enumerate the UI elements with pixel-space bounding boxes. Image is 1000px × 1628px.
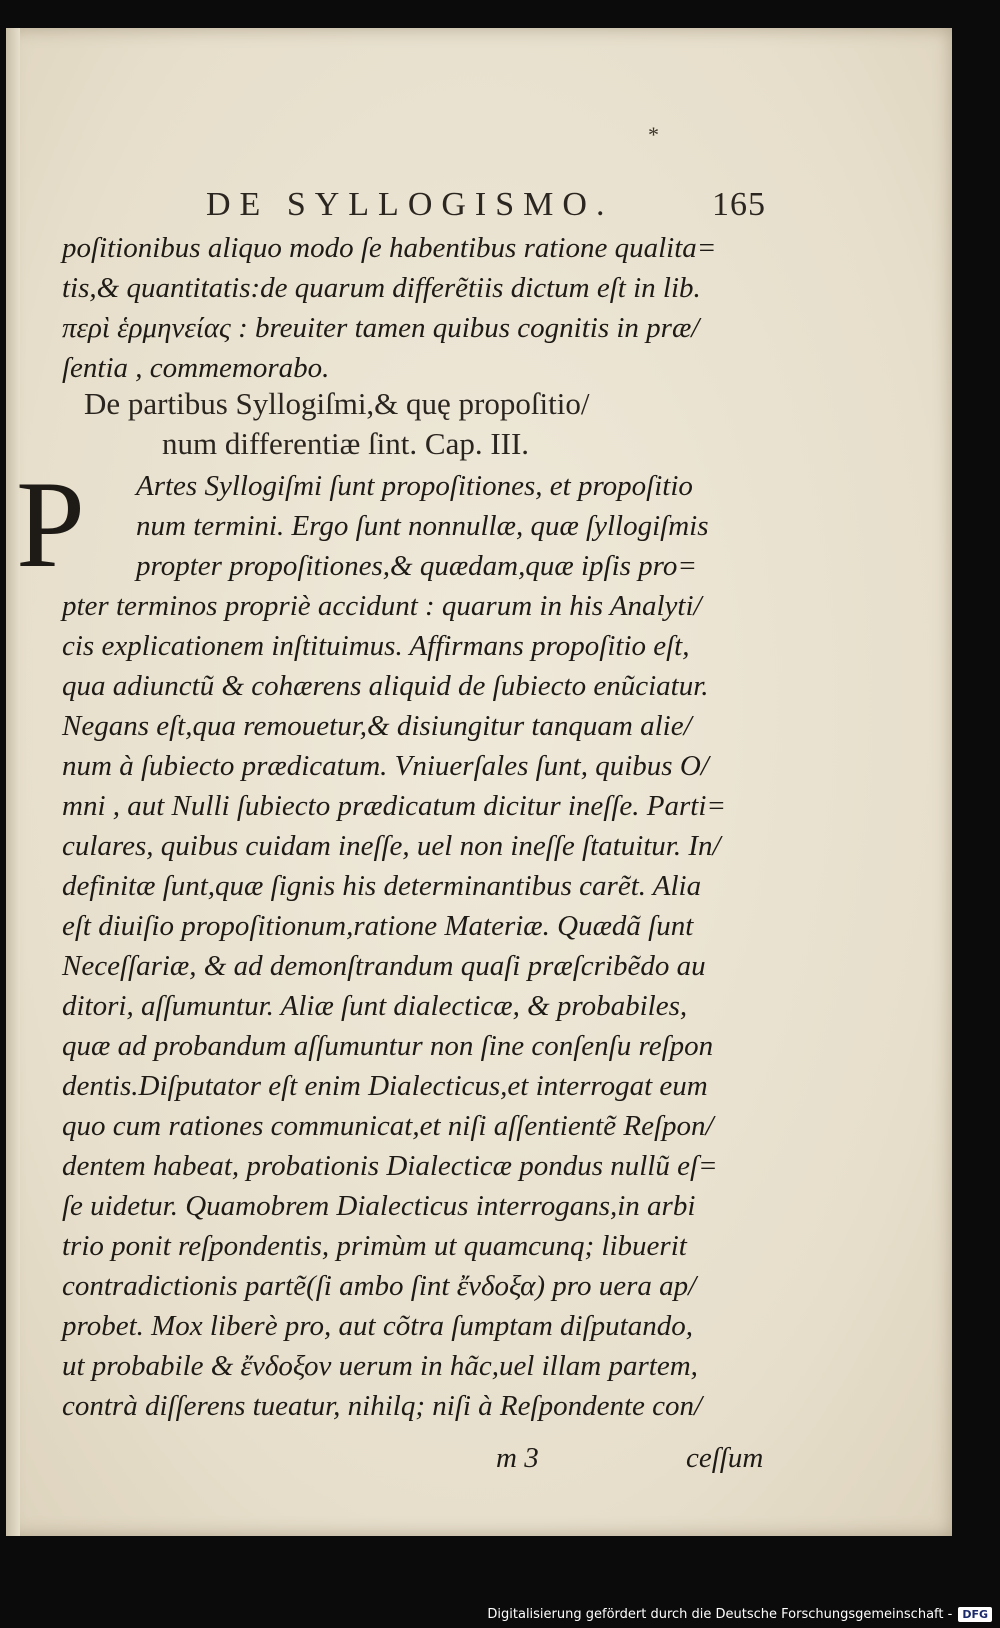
text-line: ſe uidetur. Quamobrem Dialecticus interrogans,in arbi: [62, 1190, 696, 1222]
text-line: Neceſſariæ, & ad demonſtrandum quaſi præſcribẽdo au: [62, 950, 706, 982]
catchword: ceſſum: [686, 1442, 764, 1474]
text-line: probet. Mox liberè pro, aut cõtra ſumptam diſputando,: [62, 1310, 693, 1342]
printers-mark: *: [648, 122, 659, 147]
text-line: definitæ ſunt,quæ ſignis his determinantibus carẽt. Alia: [62, 870, 702, 902]
book-page: [6, 28, 952, 1536]
text-line: eſt diuiſio propoſitionum,ratione Materiæ. Quædã ſunt: [62, 910, 694, 942]
drop-cap: P: [16, 456, 85, 593]
text-line: quo cum rationes communicat,et niſi aſſentientẽ Reſpon/: [62, 1110, 714, 1142]
text-line: trio ponit reſpondentis, primùm ut quamcunq; libuerit: [62, 1230, 687, 1262]
text-line: ut probabile & ἔνδοξον uerum in hãc,uel illam partem,: [62, 1350, 698, 1382]
text-line: tis,& quantitatis:de quarum differẽtiis dictum eſt in lib.: [62, 272, 701, 304]
digitization-footer: [487, 1604, 992, 1624]
text-line: qua adiunctũ & cohærens aliquid de ſubiecto enũciatur.: [62, 670, 709, 702]
text-line: poſitionibus aliquo modo ſe habentibus ratione qualita=: [62, 232, 717, 264]
text-line: Artes Syllogiſmi ſunt propoſitiones, et propoſitio: [136, 470, 693, 502]
page-number: 165: [712, 186, 766, 223]
text-line: contrà diſſerens tueatur, nihilq; niſi à Reſpondente con/: [62, 1390, 703, 1422]
text-line: ditori, aſſumuntur. Aliæ ſunt dialecticæ, & probabiles,: [62, 990, 688, 1022]
text-line: περὶ ἑρμηνείας : breuiter tamen quibus cognitis in præ/: [62, 312, 700, 344]
text-line: num à ſubiecto prædicatum. Vniuerſales ſunt, quibus O/: [62, 750, 709, 782]
running-head: [206, 186, 766, 226]
text-line: ſentia , commemorabo.: [62, 352, 330, 384]
chapter-heading-line: num differentiæ ſint. Cap. III.: [162, 426, 530, 461]
text-line: pter terminos propriè accidunt : quarum in his Analyti/: [62, 590, 702, 622]
text-line: num termini. Ergo ſunt nonnullæ, quæ ſyllogiſmis: [136, 510, 709, 542]
text-line: dentis.Diſputator eſt enim Dialecticus,et interrogat eum: [62, 1070, 708, 1102]
text-line: mni , aut Nulli ſubiecto prædicatum dicitur ineſſe. Parti=: [62, 790, 726, 822]
page-gutter-edge: [6, 28, 20, 1536]
footer-credit: Digitalisierung gefördert durch die Deutsche Forschungsgemeinschaft -: [487, 1606, 953, 1622]
text-line: culares, quibus cuidam ineſſe, uel non ineſſe ſtatuitur. In/: [62, 830, 721, 862]
text-line: cis explicationem inſtituimus. Affirmans propoſitio eſt,: [62, 630, 690, 662]
text-line: quæ ad probandum aſſumuntur non ſine conſenſu reſpon: [62, 1030, 714, 1062]
chapter-heading-line: De partibus Syllogiſmi,& quę propoſitio/: [84, 386, 590, 421]
text-line: contradictionis partẽ(ſi ambo ſint ἔνδοξα) pro uera ap/: [62, 1270, 697, 1302]
text-line: Negans eſt,qua remouetur,& disiungitur tanquam alie/: [62, 710, 692, 742]
signature-mark: m 3: [496, 1442, 539, 1474]
dfg-logo-icon: DFG: [958, 1607, 992, 1622]
text-line: propter propoſitiones,& quædam,quæ ipſis pro=: [136, 550, 697, 582]
running-head-title: DE SYLLOGISMO.: [206, 186, 614, 223]
text-line: dentem habeat, probationis Dialecticæ pondus nullũ eſ=: [62, 1150, 718, 1182]
